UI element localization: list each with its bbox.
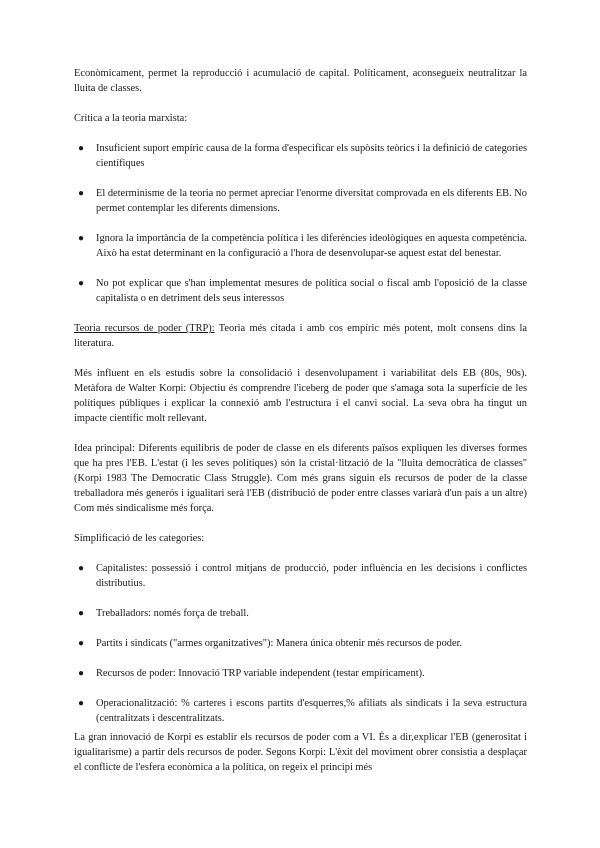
bullet-icon: ●: [78, 233, 85, 244]
critica-list: [74, 141, 527, 306]
list-item: ● Operacionalització: % carteres i escons partits d'esquerres,% afiliats als sindicats i la seva estructura (centralitzats i descentralitzats.: [78, 698, 527, 724]
bullet-icon: ●: [78, 638, 85, 649]
list-item: ● Partits i sindicats ("armes organitzatives"): Manera única obtenir més recursos de poder.: [78, 638, 463, 649]
trp-label: Teoria recursos de poder (TRP):: [74, 323, 215, 334]
list-item: ● Insuficient suport empíric causa de la forma d'especificar els supòsits teòrics i la definició de categories científiques: [78, 143, 527, 169]
final-paragraph: La gran innovació de Korpi es establir els recursos de poder com a VI. És a dir,explicar l'EB (generositat i igualitarisme) a partir dels recursos de poder. Segons Korpi: L'èxit del moviment obrer consistia a desplaçar el conflicte de l'esfera econòmica a la política, on regeix el principi més: [74, 732, 527, 773]
list-item: ● Treballadors: només força de treball.: [78, 608, 249, 619]
bullet-icon: ●: [78, 188, 85, 199]
list-item: ● No pot explicar que s'han implementat mesures de política social o fiscal amb l'oposició de la classe capitalista o en detriment dels seus interessos: [78, 278, 527, 304]
critica-heading: Crítica a la teoria marxista:: [74, 113, 188, 124]
list-item: ● Capitalistes: possessió i control mitjans de producció, poder influència en les decisions i conflictes distributius.: [78, 563, 527, 589]
bullet-icon: ●: [78, 698, 85, 709]
bullet-icon: ●: [78, 563, 85, 574]
trp-text: Teoria més citada i amb cos empíric més potent, molt consens dins la literatura.: [74, 323, 528, 349]
trp-paragraph: [74, 321, 527, 351]
document-body: [74, 66, 527, 775]
bullet-icon: ●: [78, 608, 85, 619]
categories-list: [74, 561, 527, 726]
bullet-icon: ●: [78, 143, 85, 154]
bullet-icon: ●: [78, 668, 85, 679]
list-item: ● El determinisme de la teoria no permet apreciar l'enorme diversitat comprovada en els diferents EB. No permet contemplar les diferents dimensions.: [78, 188, 527, 214]
influent-paragraph: Més influent en els estudis sobre la consolidació i desenvolupament i variabilitat dels EB (80s, 90s). Metàfora de Walter Korpi: Objectiu és comprendre l'iceberg de poder que s'amaga sota la superfície de les polítiques públiques i explicar la connexió amb l'estructura i el canvi social. La seva obra ha tingut un impacte científic molt rellevant.: [74, 368, 527, 424]
intro-paragraph: Econòmicament, permet la reproducció i acumulació de capital. Políticament, aconsegueix neutralitzar la lluita de classes.: [74, 68, 527, 94]
list-item: ● Recursos de poder: Innovació TRP variable independent (testar empíricament).: [78, 668, 425, 679]
bullet-icon: ●: [78, 278, 85, 289]
list-item: ● Ignora la importància de la competència política i les diferències ideològiques en aquesta competència. Això ha estat determinant en la configuració a l'hora de desenvolupar-se aquest estat del benestar.: [78, 233, 527, 259]
simplificacio-heading: Simplificació de les categories:: [74, 533, 205, 544]
idea-paragraph: Idea principal: Diferents equilibris de poder de classe en els diferents països expliquen les diverses formes que ha pres l'EB. L'estat (i les seves polítiques) són la cristal·lització de la "lluita democràtica de classes" (Korpi 1983 The Democratic Class Struggle). Com més grans siguin els recursos de poder de la classe treballadora més generós i igualitari serà l'EB (distribució de poder entre classes variarà d'un país a un altre) Com més sindicalisme més força.: [74, 443, 527, 514]
